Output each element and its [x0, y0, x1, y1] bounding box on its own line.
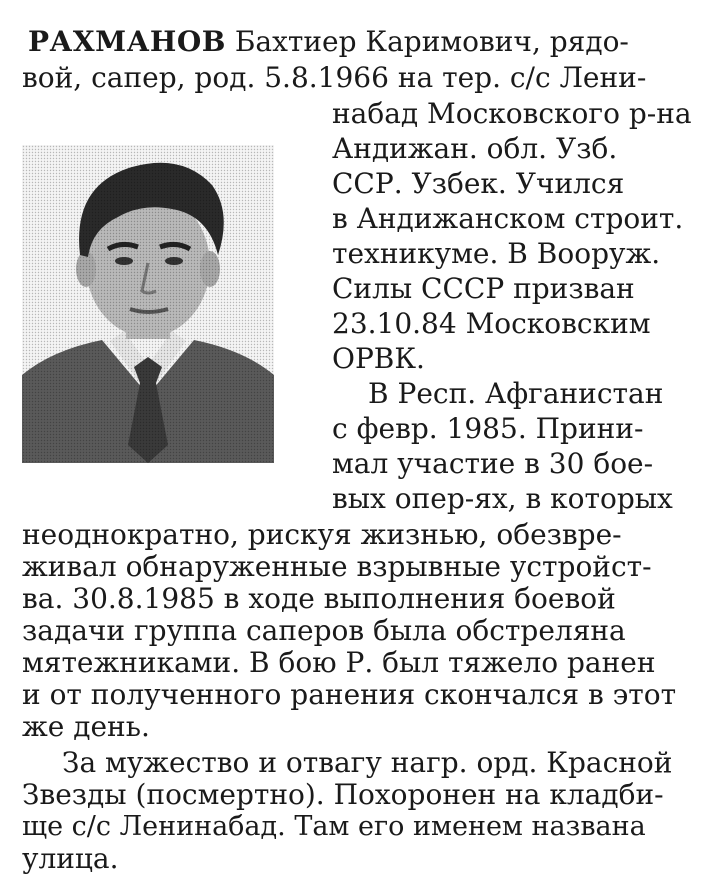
article-line-23: Звезды (посмертно). Похоронен на кладби-: [22, 778, 664, 811]
article-line-11: В Респ. Афганистан: [368, 377, 664, 410]
article-line-20: и от полученного ранения скончался в этот: [22, 678, 677, 711]
article-line-19: мятежниками. В бою Р. был тяжело ранен: [22, 646, 656, 679]
portrait-photo: [22, 145, 274, 463]
article-line-6: в Андижанском строит.: [332, 202, 684, 235]
article-line-17: ва. 30.8.1985 в ходе выполнения боевой: [22, 582, 616, 615]
article-line-2: вой, сапер, род. 5.8.1966 на тер. с/с Лени-: [22, 61, 647, 94]
article-line-16: живал обнаруженные взрывные устройст-: [22, 550, 652, 583]
portrait-image: [22, 145, 274, 463]
article-line-10: ОРВК.: [332, 342, 425, 375]
article-line-22: За мужество и отвагу нагр. орд. Красной: [62, 746, 673, 779]
article-line-1: [28, 24, 708, 60]
article-line-21: же день.: [22, 710, 150, 743]
article-line-3: набад Московского р-на: [332, 97, 692, 130]
article-line-13: мал участие в 30 бое-: [332, 447, 654, 480]
article-line-4: Андижан. обл. Узб.: [332, 132, 618, 165]
article-line-8: Силы СССР призван: [332, 272, 635, 305]
article-line-25: улица.: [22, 842, 119, 875]
article-line-18: задачи группа саперов была обстреляна: [22, 614, 626, 647]
article-line-7: техникуме. В Вооруж.: [332, 237, 661, 270]
first-line-rest: Бахтиер Каримович, рядо-: [234, 25, 629, 58]
article-line-9: 23.10.84 Московским: [332, 307, 651, 340]
article-line-24: ще с/с Ленинабад. Там его именем названа: [22, 811, 646, 842]
article-line-14: вых опер-ях, в которых: [332, 482, 673, 515]
surname: РАХМАНОВ: [28, 25, 226, 58]
article-line-15: неоднократно, рискуя жизнью, обезвре-: [22, 518, 622, 551]
article-line-5: ССР. Узбек. Учился: [332, 167, 625, 200]
article-line-12: с февр. 1985. Прини-: [332, 412, 644, 445]
